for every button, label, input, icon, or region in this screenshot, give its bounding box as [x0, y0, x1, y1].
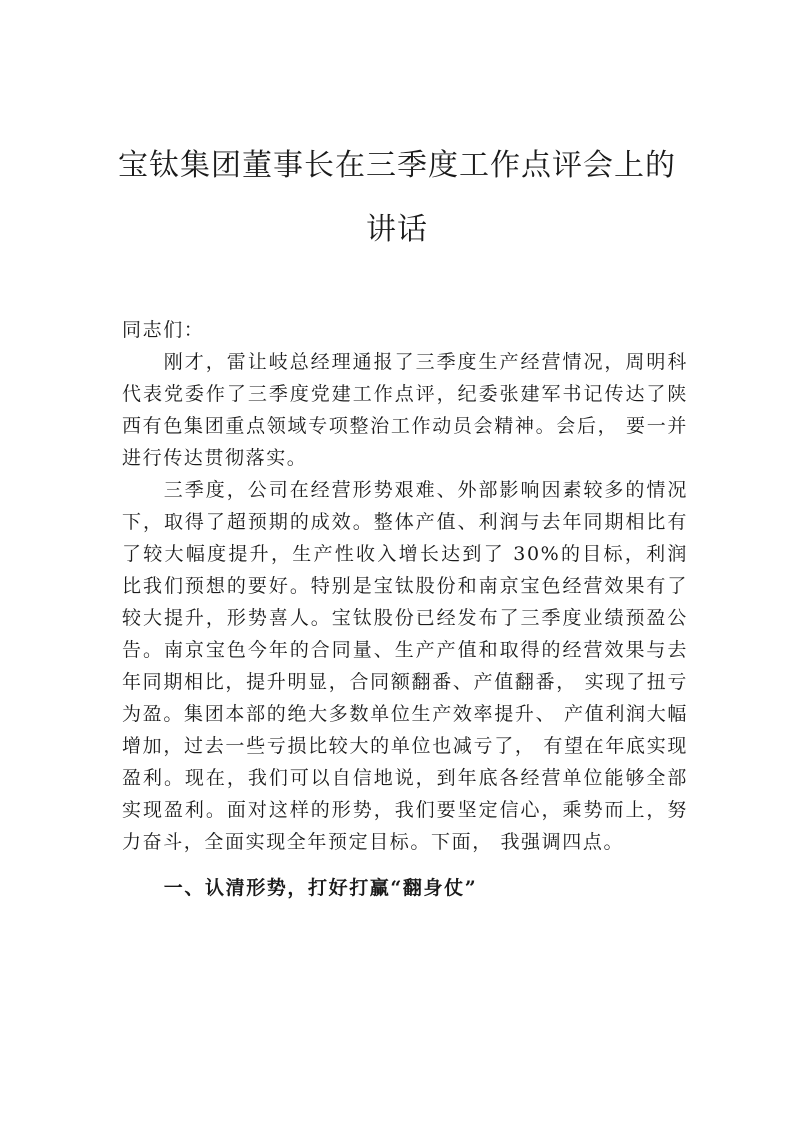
- document-title-line-2: 讲话: [366, 212, 428, 247]
- document-body: [122, 314, 688, 904]
- paragraph-1: 刚才，雷让岐总经理通报了三季度生产经营情况，周明科代表党委作了三季度党建工作点评，纪委张建军书记传达了陕西有色集团重点领域专项整治工作动员会精神。会后， 要一并进行传达贯彻落实。: [122, 351, 688, 469]
- paragraph-2: 三季度，公司在经营形势艰难、外部影响因素较多的情况下，取得了超预期的成效。整体产值、利润与去年同期相比有了较大幅度提升，生产性收入增长达到了 30%的目标，利润比我们预想的要好。特别是宝钛股份和南京宝色经营效果有了较大提升，形势喜人。宝钛股份已经发布了三季度业绩预盈公告。南京宝色今年的合同量、生产产值和取得的经营效果与去年同期相比，提升明显，合同额翻番、产值翻番， 实现了扭亏为盈。集团本部的绝大多数单位生产效率提升、 产值利润大幅增加，过去一些亏损比较大的单位也减亏了， 有望在年底实现盈利。现在，我们可以自信地说，到年底各经营单位能够全部实现盈利。面对这样的形势，我们要坚定信心，乘势而上，努力奋斗，全面实现全年预定目标。下面， 我强调四点。: [122, 479, 688, 853]
- section-heading: 一、认清形势，打好打赢“翻身仗”: [163, 877, 478, 899]
- greeting: 同志们：: [122, 319, 205, 341]
- document-title-line-1: 宝钛集团董事长在三季度工作点评会上的: [118, 148, 676, 183]
